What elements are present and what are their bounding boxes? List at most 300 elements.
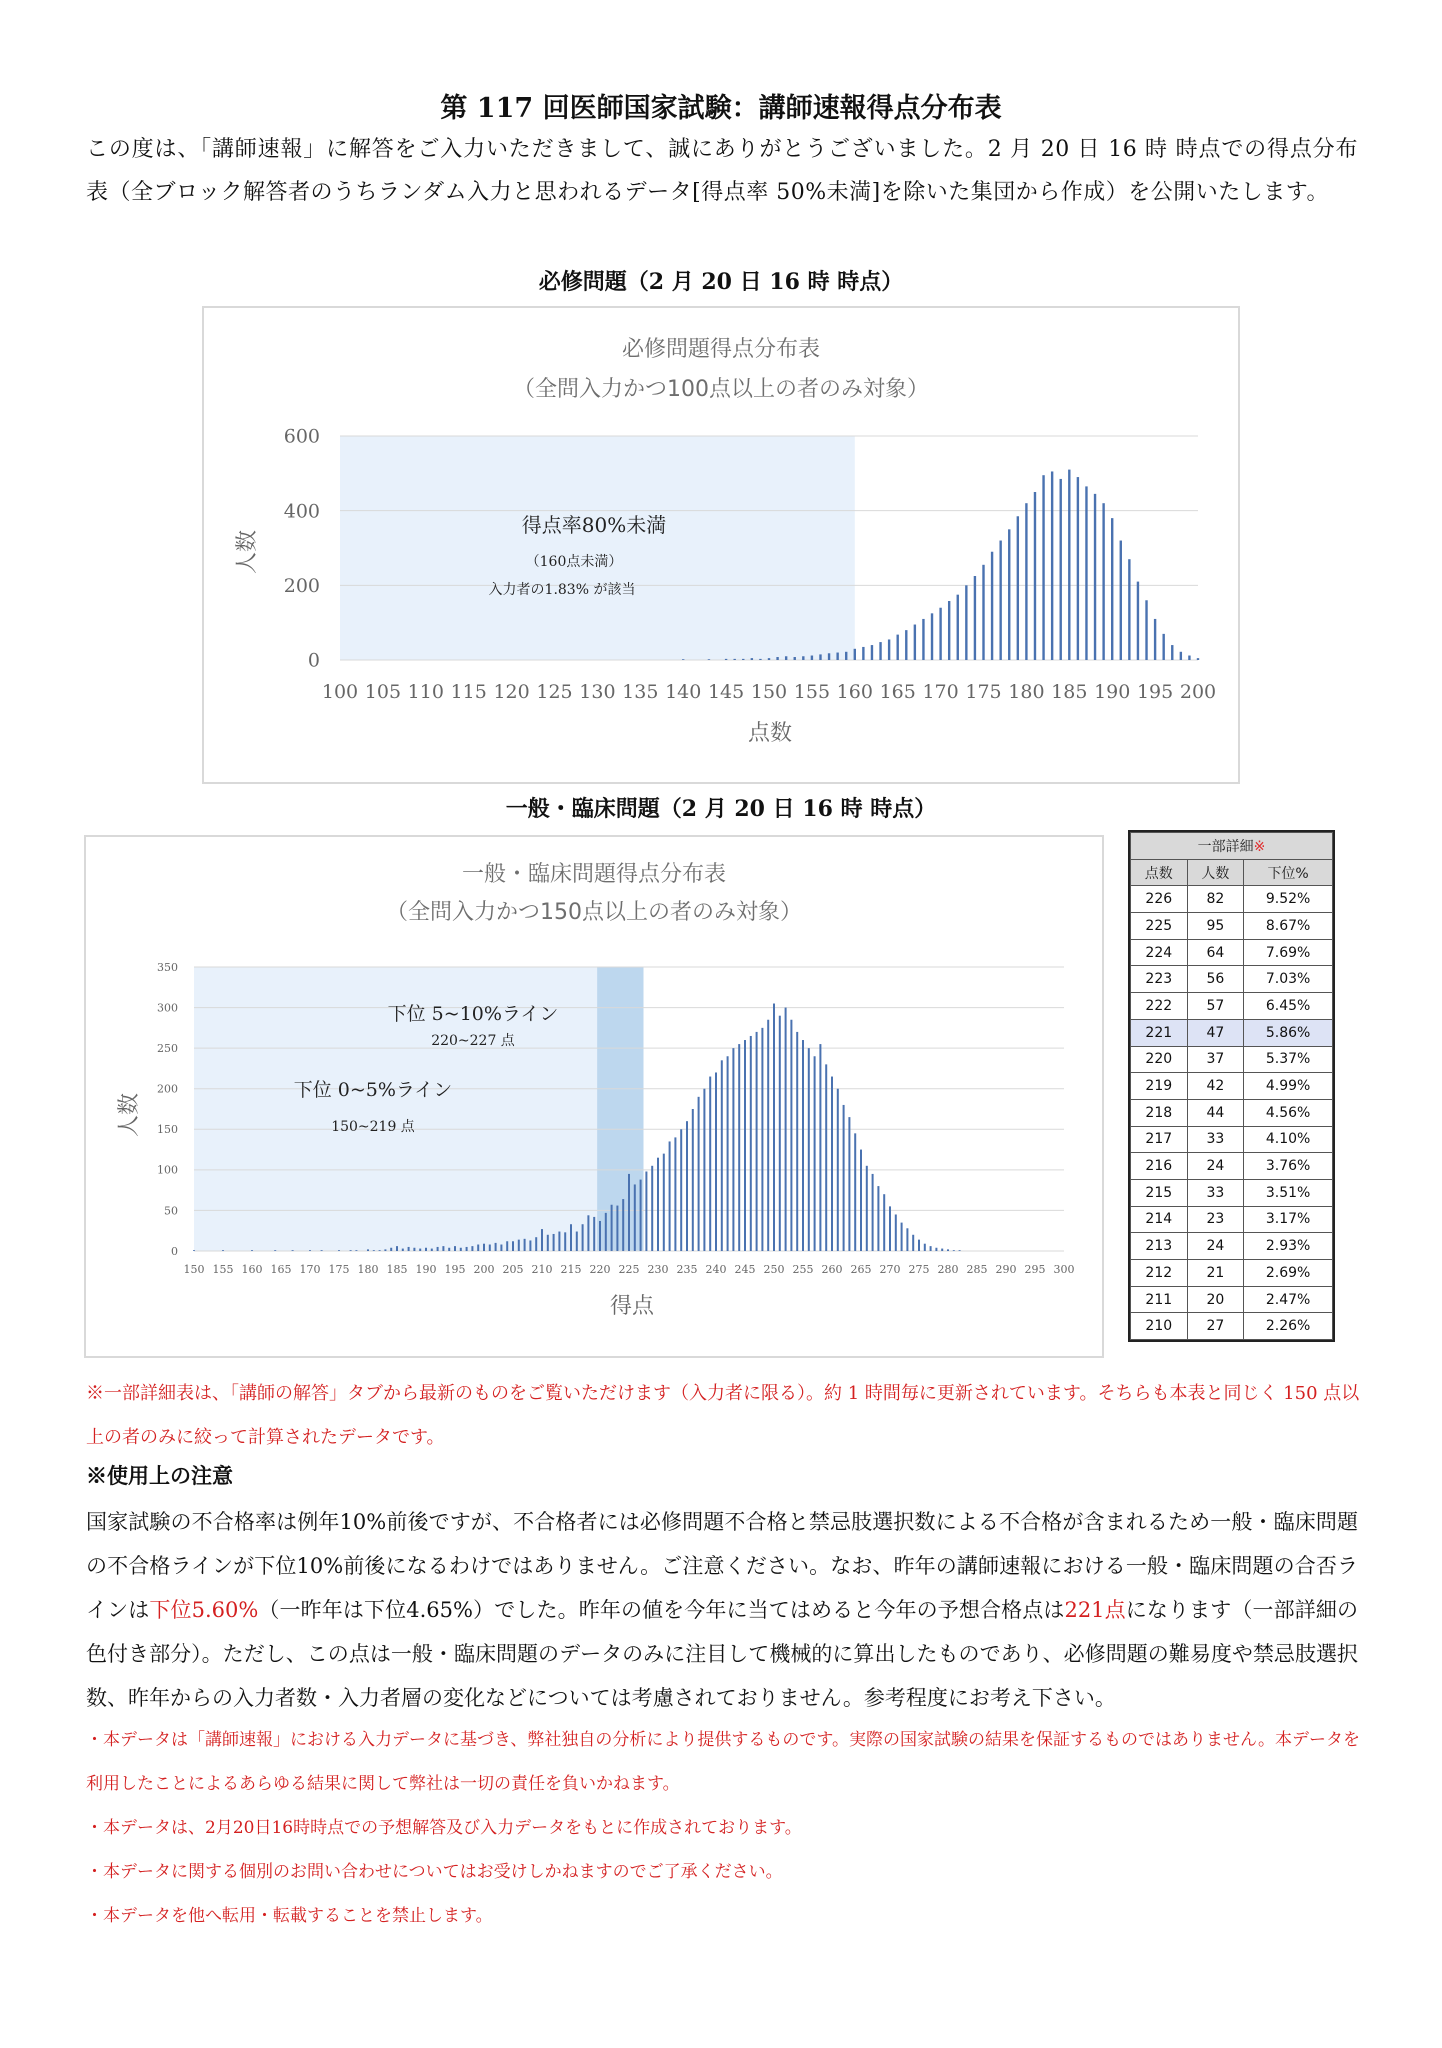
chart1-x-tick: 190 [1094,681,1131,703]
detail-cell-score: 219 [1131,1073,1188,1100]
chart1-bar [794,657,796,660]
chart2-bar [599,1221,601,1251]
chart2-bar [721,1060,723,1251]
chart2-bar [535,1237,537,1251]
chart1-bar [733,659,735,660]
detail-caption-mark: ※ [1253,838,1266,855]
chart1-x-tick: 100 [321,681,359,703]
chart2-bar [558,1232,560,1251]
detail-cell-score: 225 [1131,913,1188,940]
chart2-bar [483,1244,485,1251]
detail-row [1131,886,1333,913]
chart2-bar [274,1250,276,1251]
detail-cell-percent: 2.26% [1244,1313,1333,1340]
chart1-x-tick: 125 [536,681,573,703]
disclaimer-item: ・本データを他へ転用・転載することを禁止します。 [86,1906,493,1926]
chart1-bar [1094,494,1096,660]
chart1-y-tick: 400 [283,500,320,523]
chart2-bar [454,1246,456,1251]
chart2-bar [895,1214,897,1251]
chart2-x-tick: 250 [763,1263,785,1276]
chart2-bar [843,1105,845,1251]
chart1-bar [845,652,847,660]
chart1-bar [1025,503,1027,660]
detail-cell-score: 224 [1131,939,1188,966]
chart1-x-tick: 130 [579,681,616,703]
detail-cell-percent: 5.37% [1244,1046,1333,1073]
chart2-bar [355,1250,357,1251]
chart1-bar [931,613,933,660]
chart1-bar [819,654,821,660]
chart2-ylabel: 人数 [117,1092,142,1138]
detail-row [1131,1286,1333,1313]
detail-table-body [1131,886,1333,1340]
chart2-bar [773,1004,775,1251]
chart1-bar [1077,477,1079,660]
detail-cell-count: 56 [1187,966,1244,993]
detail-cell-score: 220 [1131,1046,1188,1073]
chart1-bar [1068,470,1070,660]
detail-cell-percent: 3.17% [1244,1206,1333,1233]
chart1-bar [1137,582,1139,660]
chart2-title: 一般・臨床問題得点分布表 [461,862,727,887]
chart1-x-tick: 140 [665,681,702,703]
chart1-bar [914,625,916,660]
chart2-bar [506,1241,508,1251]
detail-cell-percent: 7.03% [1244,966,1333,993]
page-title: 第 117 回医師国家試験：講師速報得点分布表 [440,93,1002,124]
chart2-bar [529,1240,531,1251]
chart2-x-tick: 170 [299,1263,321,1276]
detail-cell-score: 226 [1131,886,1188,913]
chart1-y-tick: 200 [283,574,320,597]
detail-row [1131,1260,1333,1287]
chart1-bar [991,552,993,660]
chart2-bar [686,1121,688,1251]
chart1-bar [1120,541,1122,660]
detail-cell-count: 33 [1187,1126,1244,1153]
chart2-x-tick: 280 [937,1263,959,1276]
chart1-bar [1034,492,1036,660]
detail-caption-cell [1131,833,1333,860]
chart2-bar [935,1248,937,1251]
chart1-x-tick: 175 [965,681,1002,703]
chart2-x-tick: 190 [415,1263,437,1276]
detail-cell-count: 64 [1187,939,1244,966]
chart2-x-tick: 235 [676,1263,698,1276]
chart2-x-tick: 160 [241,1263,263,1276]
chart2-bar [512,1241,514,1251]
chart2-y-tick: 200 [157,1082,178,1096]
detail-table [1128,830,1335,1342]
chart1-bar [802,656,804,660]
chart1-bar [897,635,899,660]
chart2-bar [901,1223,903,1251]
detail-row [1131,1099,1333,1126]
detail-cell-score: 215 [1131,1179,1188,1206]
chart2-bar [877,1186,879,1251]
detail-cell-score: 213 [1131,1233,1188,1260]
detail-cell-score: 221 [1131,1019,1188,1046]
chart1-x-tick: 155 [793,681,831,703]
chart1-bar [888,639,890,660]
chart2-bar [367,1249,369,1251]
detail-cell-percent: 2.69% [1244,1260,1333,1287]
chart1-bar [1197,658,1199,660]
detail-cell-percent: 9.52% [1244,886,1333,913]
chart1-bar [1111,518,1113,660]
chart2-x-tick: 215 [560,1263,582,1276]
detail-cell-count: 20 [1187,1286,1244,1313]
detail-cell-score: 218 [1131,1099,1188,1126]
chart2-y-tick: 150 [157,1123,178,1137]
chart2-bar [680,1129,682,1251]
detail-row [1131,1073,1333,1100]
chart2-bar [193,1250,195,1251]
chart1-xlabel: 点数 [747,721,793,746]
chart2-x-tick: 195 [444,1263,466,1276]
chart2-bar [576,1232,578,1251]
chart2-bar [831,1077,833,1251]
chart1-bar [836,653,838,660]
ippan-chart [84,835,1104,1358]
detail-cell-count: 47 [1187,1019,1244,1046]
chart2-bar [350,1250,352,1251]
chart1-bar [974,576,976,660]
chart2-bar [616,1206,618,1251]
chart1-bar [1051,471,1053,660]
chart1-bar [982,565,984,660]
chart2-x-tick: 240 [705,1263,727,1276]
chart2-shaded-region [597,967,643,1251]
chart2-bar [582,1224,584,1251]
chart2-bar [593,1217,595,1251]
chart2-bar [477,1245,479,1251]
detail-cell-percent: 4.56% [1244,1099,1333,1126]
chart2-x-tick: 285 [966,1263,988,1276]
chart2-bar [744,1040,746,1251]
chart2-bar [808,1048,810,1251]
detail-cell-score: 210 [1131,1313,1188,1340]
chart2-y-tick: 250 [157,1041,178,1055]
chart2-x-tick: 150 [183,1263,205,1276]
detail-cell-count: 21 [1187,1260,1244,1287]
chart2-bar [611,1205,613,1251]
chart2-bar [953,1250,955,1251]
chart2-bar [883,1194,885,1251]
chart2-x-tick: 270 [879,1263,901,1276]
chart1-x-tick: 105 [364,681,402,703]
chart2-bar [645,1171,647,1251]
chart2-bar [634,1184,636,1251]
detail-caption: 一部詳細 [1197,838,1254,855]
chart2-bar [930,1246,932,1251]
chart2-bar [727,1056,729,1251]
chart1-bar [1180,652,1182,660]
chart2-bar [408,1247,410,1251]
chart2-y-tick: 0 [171,1244,178,1258]
detail-cell-count: 95 [1187,913,1244,940]
chart2-bar [819,1044,821,1251]
detail-cell-percent: 6.45% [1244,993,1333,1020]
detail-cell-percent: 7.69% [1244,939,1333,966]
detail-row [1131,966,1333,993]
chart1-bar [1188,656,1190,660]
detail-cell-percent: 8.67% [1244,913,1333,940]
detail-cell-score: 217 [1131,1126,1188,1153]
chart1-ylabel: 人数 [235,529,260,575]
detail-cell-score: 223 [1131,966,1188,993]
chart2-bar [837,1089,839,1251]
chart1-x-tick: 200 [1179,681,1217,703]
chart2-bar [518,1240,520,1251]
chart2-bar [402,1249,404,1251]
chart2-bar [947,1249,949,1251]
chart2-x-tick: 275 [908,1263,930,1276]
chart2-bar [384,1249,386,1251]
chart1-bar [751,658,753,660]
chart1-bar [1162,634,1164,660]
detail-cell-score: 212 [1131,1260,1188,1287]
chart2-plot [157,961,1075,1276]
detail-cell-count: 44 [1187,1099,1244,1126]
chart1-bar [742,659,744,660]
detail-cell-count: 33 [1187,1179,1244,1206]
chart2-bar [854,1133,856,1251]
chart1-bar [922,619,924,660]
chart2-x-tick: 180 [357,1263,379,1276]
chart2-x-tick: 205 [502,1263,524,1276]
chart1-x-tick: 165 [879,681,916,703]
chart1-bar [1154,619,1156,660]
detail-row [1131,1019,1333,1046]
chart2-bar [912,1235,914,1251]
chart1-annotation-main: 得点率80%未満 [521,513,667,537]
detail-cell-percent: 5.86% [1244,1019,1333,1046]
disclaimer-item: ・本データに関する個別のお問い合わせについてはお受けしかねますのでご了承ください。 [86,1862,783,1882]
detail-row [1131,1233,1333,1260]
chart1-title: 必修問題得点分布表 [621,337,821,362]
chart2-xlabel: 得点 [609,1294,655,1319]
chart2-bar [796,1032,798,1251]
chart2-bar [495,1243,497,1251]
chart1-bar [1042,475,1044,660]
chart1-x-tick: 185 [1051,681,1088,703]
usage-text-1: 国家試験の不合格率は例年10%前後ですが、不合格者には必修問題不合格と禁忌肢選択数による不合格が含まれるため一般・臨床問題の不合格ラインが下位10%前後になるわけではありません。ご注意ください。なお、昨年の講師速報における一般・臨床問題の合否ラインは [86,1510,1358,1622]
chart1-x-tick: 160 [836,681,873,703]
detail-cell-percent: 3.51% [1244,1179,1333,1206]
chart2-x-tick: 200 [473,1263,495,1276]
chart2-bar [448,1248,450,1251]
chart1-bar [999,541,1001,660]
chart2-bar [390,1248,392,1251]
usage-highlight-score: 221点 [1064,1598,1126,1622]
chart2-bar [471,1246,473,1251]
chart1-bar [905,630,907,660]
chart2-bar [425,1248,427,1251]
chart1-bar [948,601,950,660]
chart2-bar [419,1249,421,1251]
section1-heading: 必修問題（2 月 20 日 16 時 時点） [538,269,904,295]
detail-row [1131,1046,1333,1073]
chart2-bar [814,1056,816,1251]
chart2-bar [564,1232,566,1251]
detail-row [1131,1153,1333,1180]
detail-header-count: 人数 [1187,859,1244,886]
chart1-bar [1060,479,1062,660]
chart1-x-tick: 115 [450,681,487,703]
chart2-bar [321,1250,323,1251]
chart2-bar [756,1032,758,1251]
detail-cell-percent: 4.10% [1244,1126,1333,1153]
detail-cell-count: 24 [1187,1233,1244,1260]
chart2-y-tick: 300 [157,1001,178,1015]
chart2-bar [431,1249,433,1251]
chart2-bar [413,1248,415,1251]
chart2-x-tick: 295 [1024,1263,1046,1276]
detail-note: ※一部詳細表は、「講師の解答」タブから最新のものをご覧いただけます（入力者に限る）。約 1 時間毎に更新されています。そちらも本表と同じく 150 点以上の者のみに絞って計算されたデータです。 [86,1383,1360,1448]
chart2-bar [918,1240,920,1251]
chart1-x-tick: 145 [707,681,745,703]
chart1-bar [871,645,873,660]
chart1-x-tick: 150 [750,681,788,703]
chart2-bar [959,1250,961,1251]
hisshu-chart [202,306,1240,784]
ippan-chart-svg [86,837,1102,1356]
chart1-x-tick: 110 [407,681,444,703]
chart2-bar [570,1224,572,1251]
chart2-x-tick: 185 [386,1263,408,1276]
detail-cell-count: 57 [1187,993,1244,1020]
intro-paragraph: この度は、「講師速報」に解答をご入力いただきまして、誠にありがとうございました。2 月 20 日 16 時 時点での得点分布表（全ブロック解答者のうちランダム入力と思われるデータ[得点率 50%未満]を除いた集団から作成）を公開いたします。 [86,137,1358,205]
chart1-bar [957,595,959,660]
chart1-bar [785,656,787,660]
usage-heading: ※使用上の注意 [86,1463,233,1488]
chart2-bar [941,1249,943,1251]
chart2-bar [692,1109,694,1251]
chart2-bar [628,1174,630,1251]
detail-header-score: 点数 [1131,859,1188,886]
chart2-bar [373,1250,375,1251]
detail-row [1131,1313,1333,1340]
chart2-bar [802,1040,804,1251]
chart1-bar [854,649,856,660]
chart2-bar [860,1150,862,1251]
chart1-bar [965,585,967,660]
chart2-bar [785,1008,787,1251]
chart1-bar [768,658,770,660]
chart2-bar [761,1028,763,1251]
chart1-bar [1008,529,1010,660]
detail-row [1131,993,1333,1020]
chart2-bar [587,1215,589,1251]
chart2-bar [338,1250,340,1251]
chart2-bar [605,1213,607,1251]
detail-cell-count: 37 [1187,1046,1244,1073]
chart1-subtitle: （全問入力かつ100点以上の者のみ対象） [513,377,929,402]
chart2-bar [622,1199,624,1251]
detail-cell-count: 27 [1187,1313,1244,1340]
chart2-x-tick: 300 [1053,1263,1075,1276]
chart2-bar [541,1229,543,1251]
chart1-bar [759,659,761,660]
chart2-bar [767,1020,769,1251]
chart1-annotation-ratio: 入力者の1.83% が該当 [488,582,636,598]
chart2-bar [379,1250,381,1251]
chart2-subtitle: （全問入力かつ150点以上の者のみ対象） [386,900,802,925]
chart2-annotation-lower: 下位 0~5%ライン [293,1079,453,1101]
detail-cell-score: 211 [1131,1286,1188,1313]
detail-header-percent: 下位% [1244,859,1333,886]
disclaimer-item: ・本データは、2月20日16時時点での予想解答及び入力データをもとに作成されております。 [86,1818,802,1838]
chart1-bar [1017,516,1019,660]
chart1-bar [862,647,864,660]
chart2-x-tick: 165 [270,1263,292,1276]
chart2-bar [657,1158,659,1251]
chart1-bar [708,659,710,660]
chart1-plot [284,426,1216,703]
chart2-bar [790,1020,792,1251]
chart2-bar [906,1228,908,1251]
chart2-bar [674,1137,676,1251]
section2-heading: 一般・臨床問題（2 月 20 日 16 時 時点） [505,796,937,822]
detail-row [1131,1206,1333,1233]
detail-row [1131,939,1333,966]
detail-row [1131,1126,1333,1153]
detail-cell-count: 24 [1187,1153,1244,1180]
chart1-bar [1128,559,1130,660]
chart1-bar [828,653,830,660]
chart2-x-tick: 210 [531,1263,553,1276]
chart2-bar [640,1180,642,1251]
chart2-bar [663,1154,665,1251]
disclaimer-list [86,1718,1366,1938]
chart1-x-tick: 195 [1136,681,1174,703]
chart2-bar [738,1044,740,1251]
chart1-bar [1085,486,1087,660]
chart2-bar [222,1250,224,1251]
chart2-x-tick: 230 [647,1263,669,1276]
detail-row [1131,1179,1333,1206]
chart2-x-tick: 155 [212,1263,234,1276]
chart1-bar [1145,600,1147,660]
chart1-bar [879,642,881,660]
chart2-bar [924,1244,926,1251]
detail-cell-count: 82 [1187,886,1244,913]
chart2-bar [292,1250,294,1251]
chart2-bar [732,1048,734,1251]
disclaimer-item: ・本データは「講師速報」における入力データに基づき、弊社独自の分析により提供するものです。実際の国家試験の結果を保証するものではありません。本データを利用したことによるあらゆる結果に関して弊社は一切の責任を負いかねます。 [86,1730,1360,1794]
chart1-bar [939,608,941,660]
chart1-x-tick: 120 [493,681,530,703]
chart2-bar [825,1064,827,1251]
detail-cell-percent: 3.76% [1244,1153,1333,1180]
chart2-bar [709,1077,711,1251]
chart2-x-tick: 175 [328,1263,350,1276]
usage-highlight-rate: 下位5.60% [149,1598,259,1622]
chart2-bar [442,1246,444,1251]
chart2-bar [489,1245,491,1251]
chart2-bar [396,1246,398,1251]
detail-cell-score: 216 [1131,1153,1188,1180]
chart2-bar [524,1239,526,1251]
detail-row [1131,913,1333,940]
chart2-bar [651,1166,653,1251]
chart2-bar [703,1089,705,1251]
chart2-bar [715,1072,717,1251]
detail-cell-percent: 4.99% [1244,1073,1333,1100]
chart2-x-tick: 255 [792,1263,814,1276]
